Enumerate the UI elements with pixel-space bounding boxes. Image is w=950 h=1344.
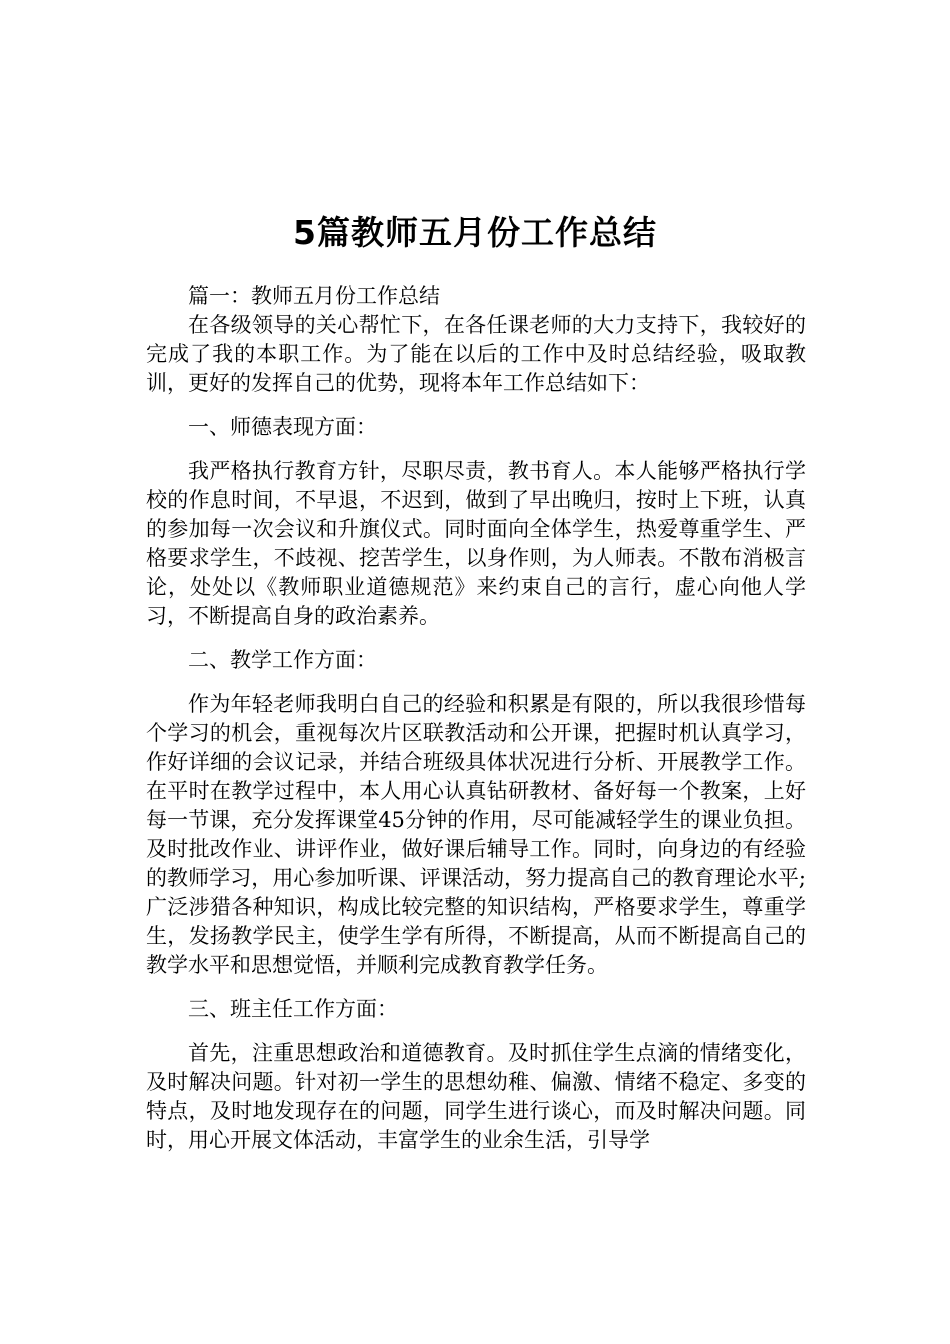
document-title: 5篇教师五月份工作总结 (293, 213, 657, 252)
section-heading-class-teacher: 三、班主任工作方面： (188, 997, 398, 1021)
section-heading-teaching: 二、教学工作方面： (188, 648, 377, 672)
document-body (146, 282, 806, 1155)
section-heading-ethics: 一、师德表现方面： (188, 415, 377, 439)
ethics-paragraph: 我严格执行教育方针，尽职尽责，教书育人。本人能够严格执行学校的作息时间，不早退，不迟到，做到了早出晚归，按时上下班，认真的参加每一次会议和升旗仪式。同时面向全体学生，热爱尊重学生、严格要求学生，不歧视、挖苦学生，以身作则，为人师表。不散布消极言论，处处以《教师职业道德规范》来约束自己的言行，虚心向他人学习，不断提高自身的政治素养。 (146, 459, 806, 628)
teaching-paragraph: 作为年轻老师我明白自己的经验和积累是有限的，所以我很珍惜每个学习的机会，重视每次片区联教活动和公开课，把握时机认真学习，作好详细的会议记录，并结合班级具体状况进行分析、开展教学工作。在平时在教学过程中，本人用心认真钻研教材、备好每一个教案，上好每一节课，充分发挥课堂45分钟的作用，尽可能减轻学生的课业负担。及时批改作业、讲评作业，做好课后辅导工作。同时，向身边的有经验的教师学习，用心参加听课、评课活动，努力提高自己的教育理论水平;广泛涉猎各种知识，构成比较完整的知识结构，严格要求学生，尊重学生，发扬教学民主，使学生学有所得，不断提高，从而不断提高自己的教学水平和思想觉悟，并顺利完成教育教学任务。 (146, 692, 806, 977)
section-subtitle: 篇一：教师五月份工作总结 (188, 284, 440, 308)
class-teacher-paragraph: 首先，注重思想政治和道德教育。及时抓住学生点滴的情绪变化，及时解决问题。针对初一学生的思想幼稚、偏激、情绪不稳定、多变的特点，及时地发现存在的问题，同学生进行谈心，而及时解决问题。同时，用心开展文体活动，丰富学生的业余生活，引导学 (146, 1041, 806, 1152)
intro-paragraph: 在各级领导的关心帮忙下，在各任课老师的大力支持下，我较好的完成了我的本职工作。为了能在以后的工作中及时总结经验，吸取教训，更好的发挥自己的优势，现将本年工作总结如下： (146, 313, 806, 395)
